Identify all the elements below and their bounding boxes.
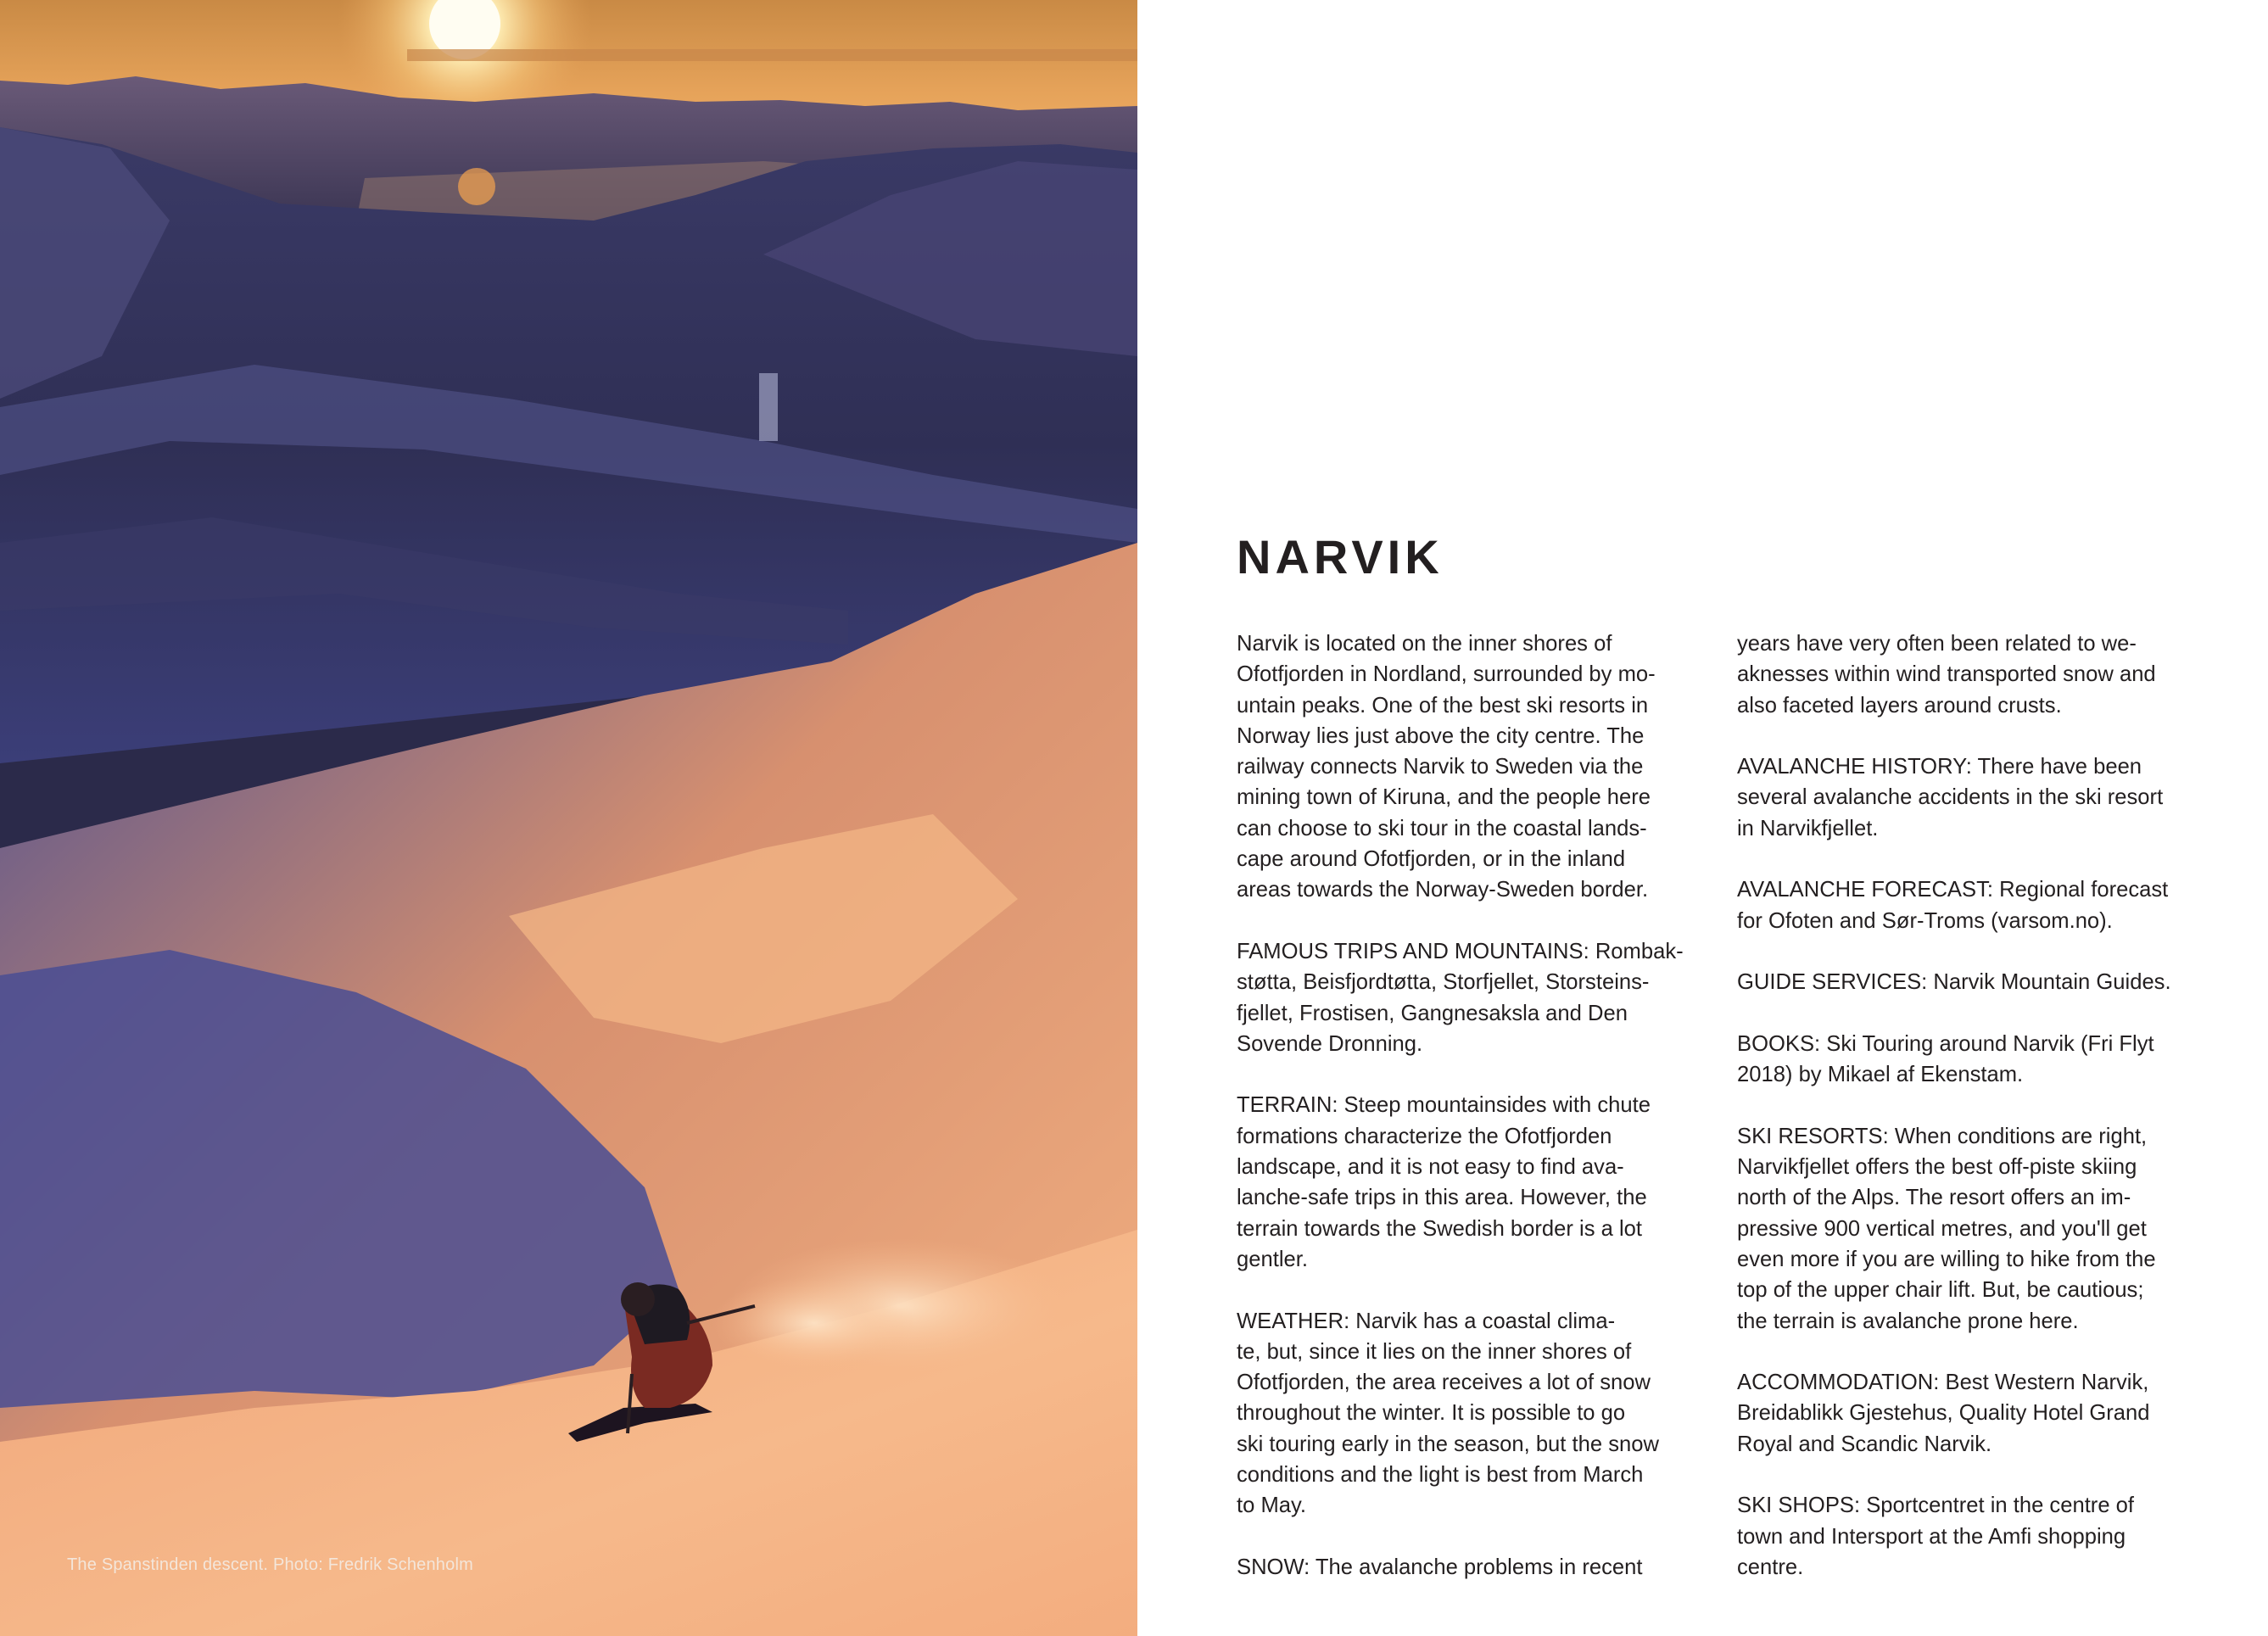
- accommodation-paragraph: ACCOMMODATION: Best Western Narvik, Breidablikk Gjestehus, Quality Hotel Grand Royal and Scandic Narvik.: [1737, 1371, 2150, 1456]
- avalanche-history-paragraph: AVALANCHE HISTORY: There have been several avalanche accidents in the ski resort in Narvikfjellet.: [1737, 755, 2164, 840]
- photo-caption: The Spanstinden descent. Photo: Fredrik Schenholm: [67, 1555, 473, 1574]
- guide-services-paragraph: GUIDE SERVICES: Narvik Mountain Guides.: [1737, 970, 2171, 995]
- weather-paragraph: WEATHER: Narvik has a coastal clima- te, but, since it lies on the inner shores of Ofotfjorden, the area receives a lot of snow throughout the winter. It is possible to go ski touring early in the season, but the snow conditions and the light is best from March to May.: [1237, 1309, 1659, 1518]
- avalanche-forecast-paragraph: AVALANCHE FORECAST: Regional forecast for Ofoten and Sør-Troms (varsom.no).: [1737, 878, 2169, 933]
- article-title: NARVIK: [1237, 530, 1444, 583]
- article-column-2: [1737, 628, 2221, 1583]
- snow-paragraph-start: SNOW: The avalanche problems in recent: [1237, 1555, 1643, 1579]
- books-paragraph: BOOKS: Ski Touring around Narvik (Fri Flyt 2018) by Mikael af Ekenstam.: [1737, 1031, 2154, 1087]
- famous-trips-paragraph: FAMOUS TRIPS AND MOUNTAINS: Rombak- støtta, Beisfjordtøtta, Storfjellet, Storsteins- fjellet, Frostisen, Gangnesaksla and Den Sovende Dronning.: [1237, 939, 1684, 1056]
- snow-paragraph-end: years have very often been related to we- aknesses within wind transported snow and also faceted layers around crusts.: [1737, 632, 2156, 717]
- intro-paragraph: Narvik is located on the inner shores of Ofotfjorden in Nordland, surrounded by mo- untain peaks. One of the best ski resorts in Norway lies just above the city centre. The railway connects Narvik to Sweden via the mining town of Kiruna, and the people here can choose to ski tour in the coastal lands- cape around Ofotfjorden, or in the inland areas towards the Norway-Sweden border.: [1237, 632, 1656, 902]
- terrain-paragraph: TERRAIN: Steep mountainsides with chute formations characterize the Ofotfjorden landscape, and it is not easy to find ava- lanche-safe trips in this area. However, the terrain towards the Swedish border is a lot gentler.: [1237, 1093, 1651, 1271]
- ski-shops-paragraph: SKI SHOPS: Sportcentret in the centre of town and Intersport at the Amfi shopping centre.: [1737, 1494, 2135, 1579]
- article-column-1: [1237, 628, 1720, 1583]
- ski-resorts-paragraph: SKI RESORTS: When conditions are right, Narvikfjellet offers the best off-piste skiing north of the Alps. The resort offers an im- pressive 900 vertical metres, and you'll get even more if you are willing to hike from the top of the upper chair lift. But, be cautious; the terrain is avalanche prone here.: [1737, 1124, 2156, 1333]
